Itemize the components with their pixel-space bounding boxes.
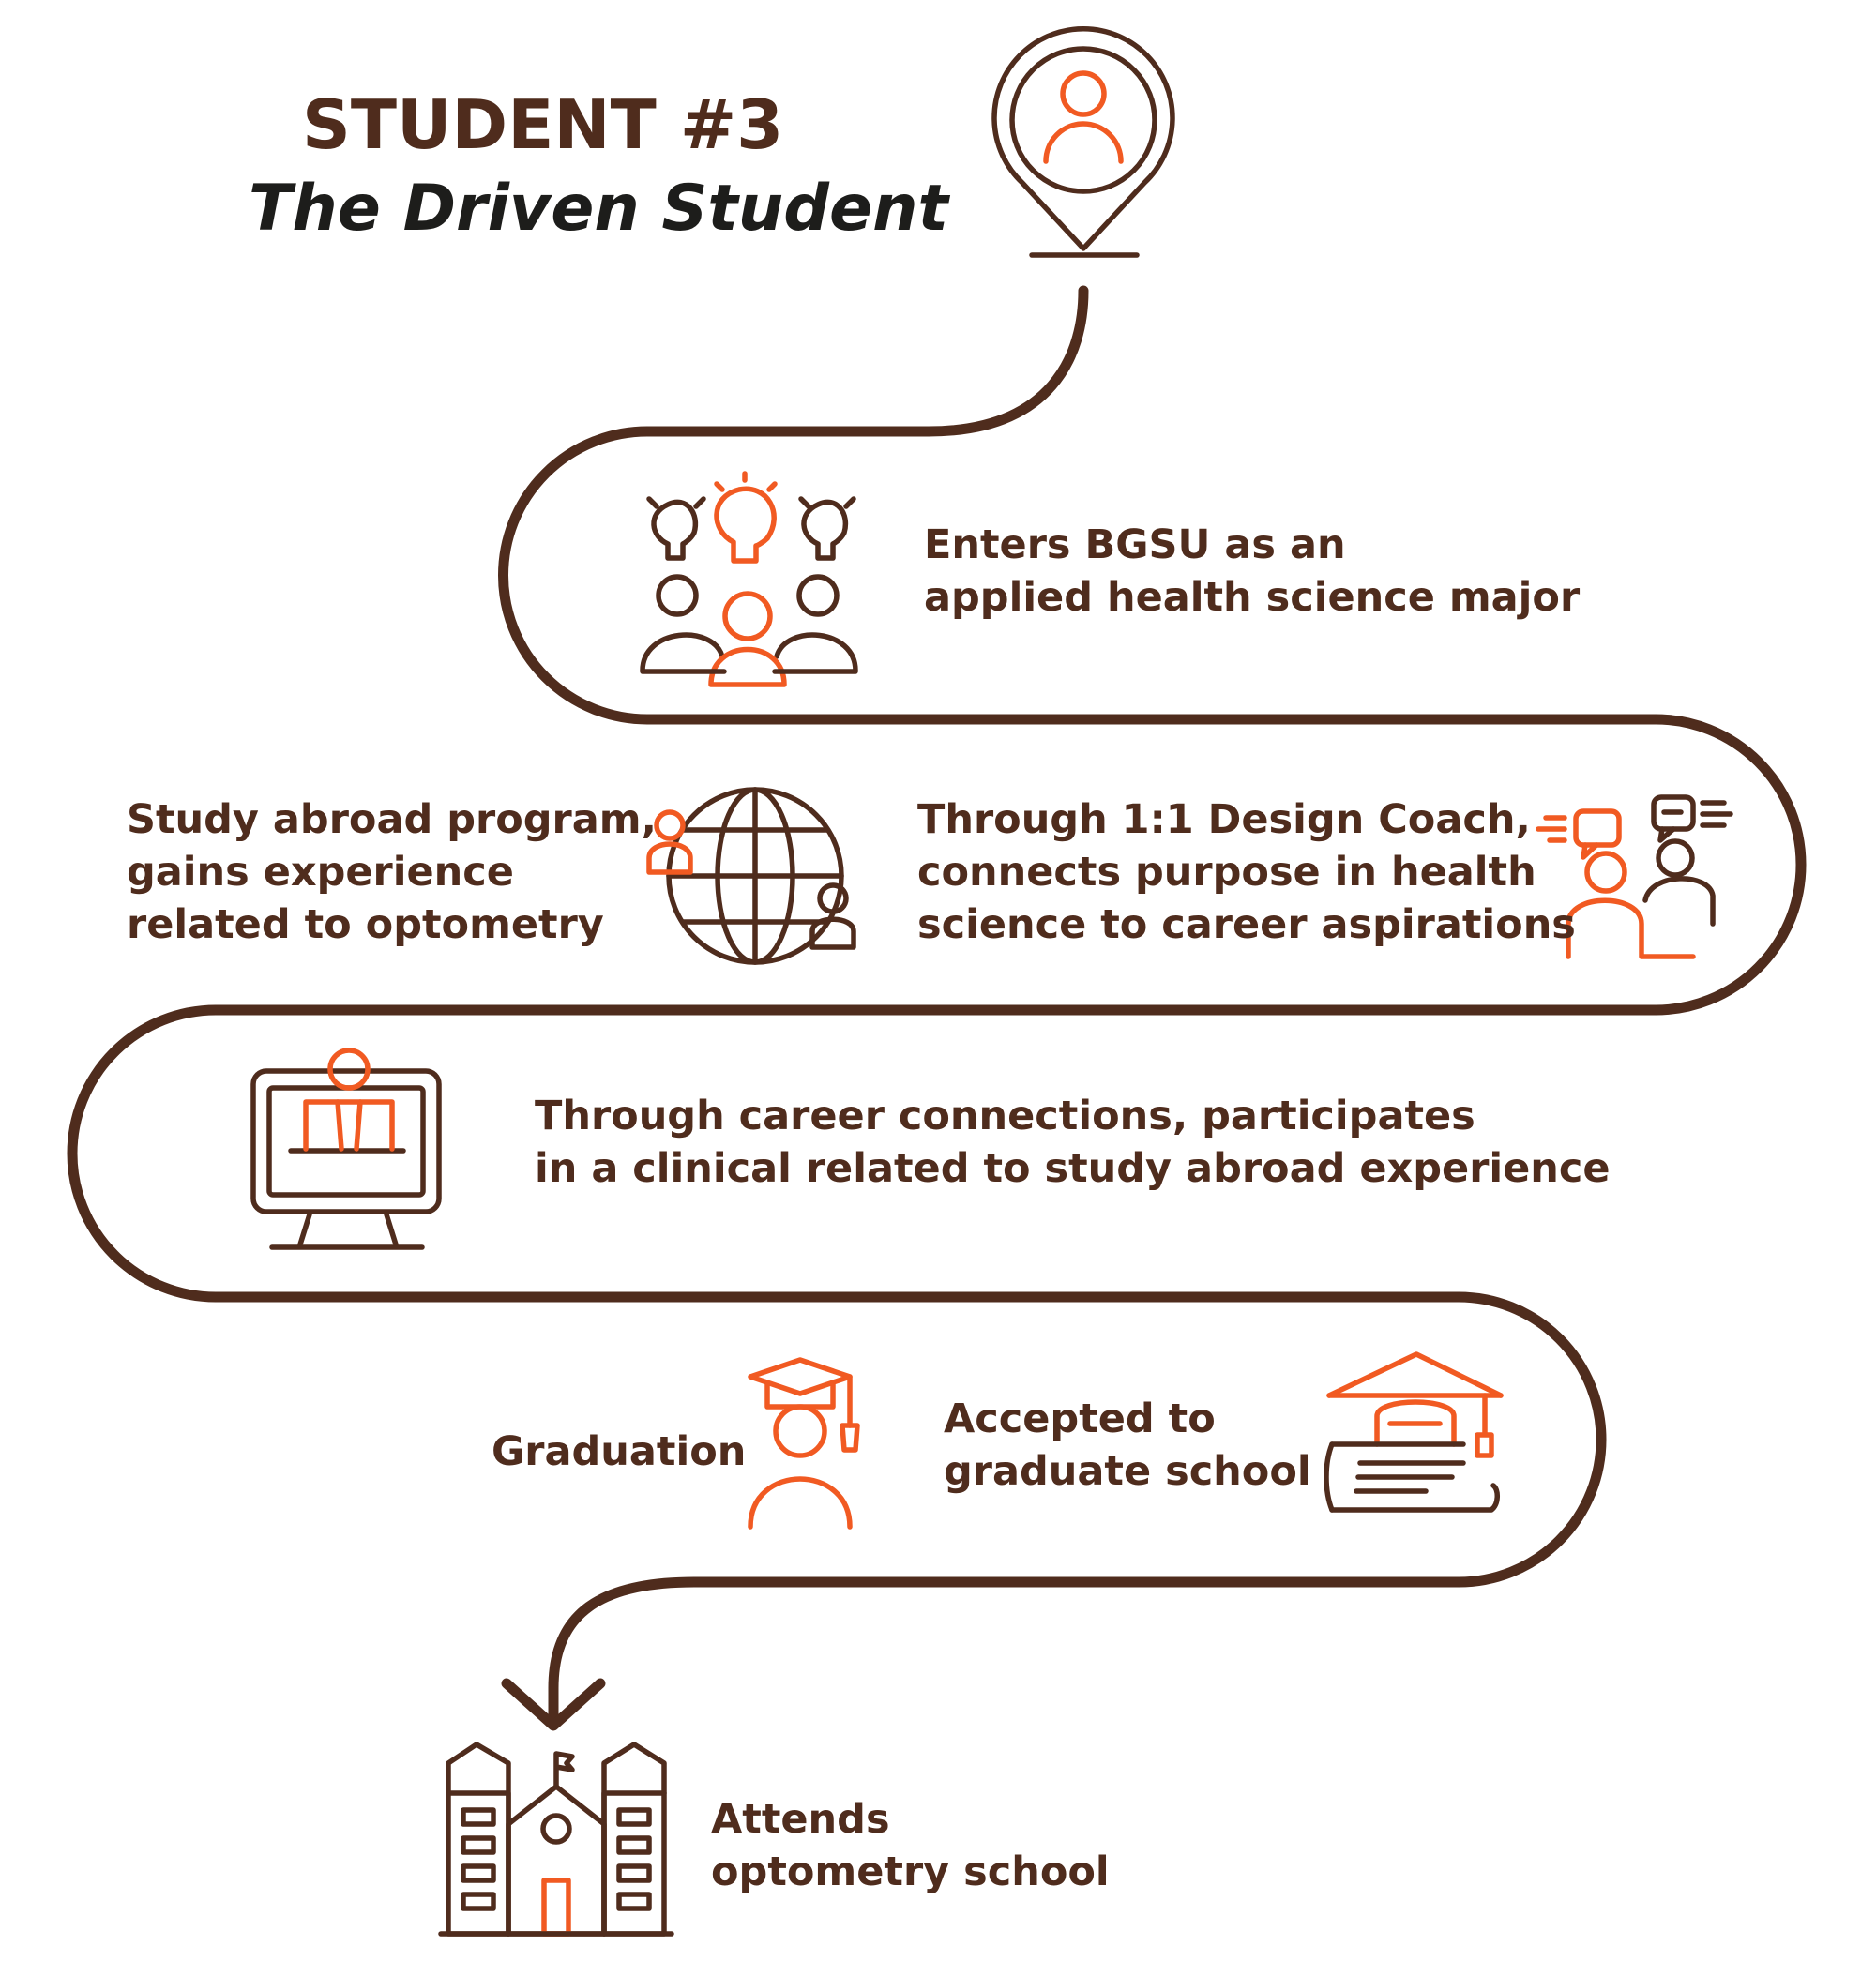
step-text-line: Attends	[711, 1796, 890, 1843]
page-title: STUDENT #3	[302, 85, 784, 164]
step-text-line: Study abroad program,	[127, 796, 657, 843]
step-text-line: Enters BGSU as an	[924, 521, 1346, 568]
step-design-coach	[917, 793, 1576, 951]
step-text-line: Accepted to	[944, 1395, 1216, 1442]
step-career-connections	[535, 1090, 1611, 1195]
step-text-line: applied health science major	[924, 574, 1581, 621]
step-text-line: Through 1:1 Design Coach,	[917, 796, 1531, 843]
globe-people-icon	[649, 790, 854, 962]
step-text-line: graduate school	[944, 1448, 1311, 1495]
step-text-line: related to optometry	[127, 901, 604, 948]
step-enters-bgsu	[924, 519, 1580, 624]
step-text-line: connects purpose in health	[917, 849, 1536, 896]
school-building-icon	[441, 1744, 672, 1934]
step-attends-optometry-school	[711, 1793, 1110, 1898]
step-text-line: gains experience	[127, 849, 514, 896]
step-accepted-grad-school	[944, 1393, 1311, 1498]
step-study-abroad	[127, 793, 657, 951]
page-subtitle: The Driven Student	[249, 172, 949, 246]
monitor-presenter-icon	[253, 1050, 439, 1247]
students-lightbulb-icon	[643, 474, 855, 685]
step-text-line: optometry school	[711, 1848, 1110, 1895]
step-text-line: science to career aspirations	[917, 901, 1576, 948]
step-graduation	[492, 1425, 746, 1478]
journey-path	[72, 291, 1801, 1721]
location-pin-person-icon	[994, 29, 1172, 255]
step-text-line: Graduation	[492, 1428, 747, 1475]
step-text-line: Through career connections, participates	[535, 1093, 1475, 1139]
graduate-icon	[750, 1360, 857, 1527]
graduation-cap-book-icon	[1326, 1354, 1501, 1510]
step-text-line: in a clinical related to study abroad experience	[535, 1145, 1611, 1192]
